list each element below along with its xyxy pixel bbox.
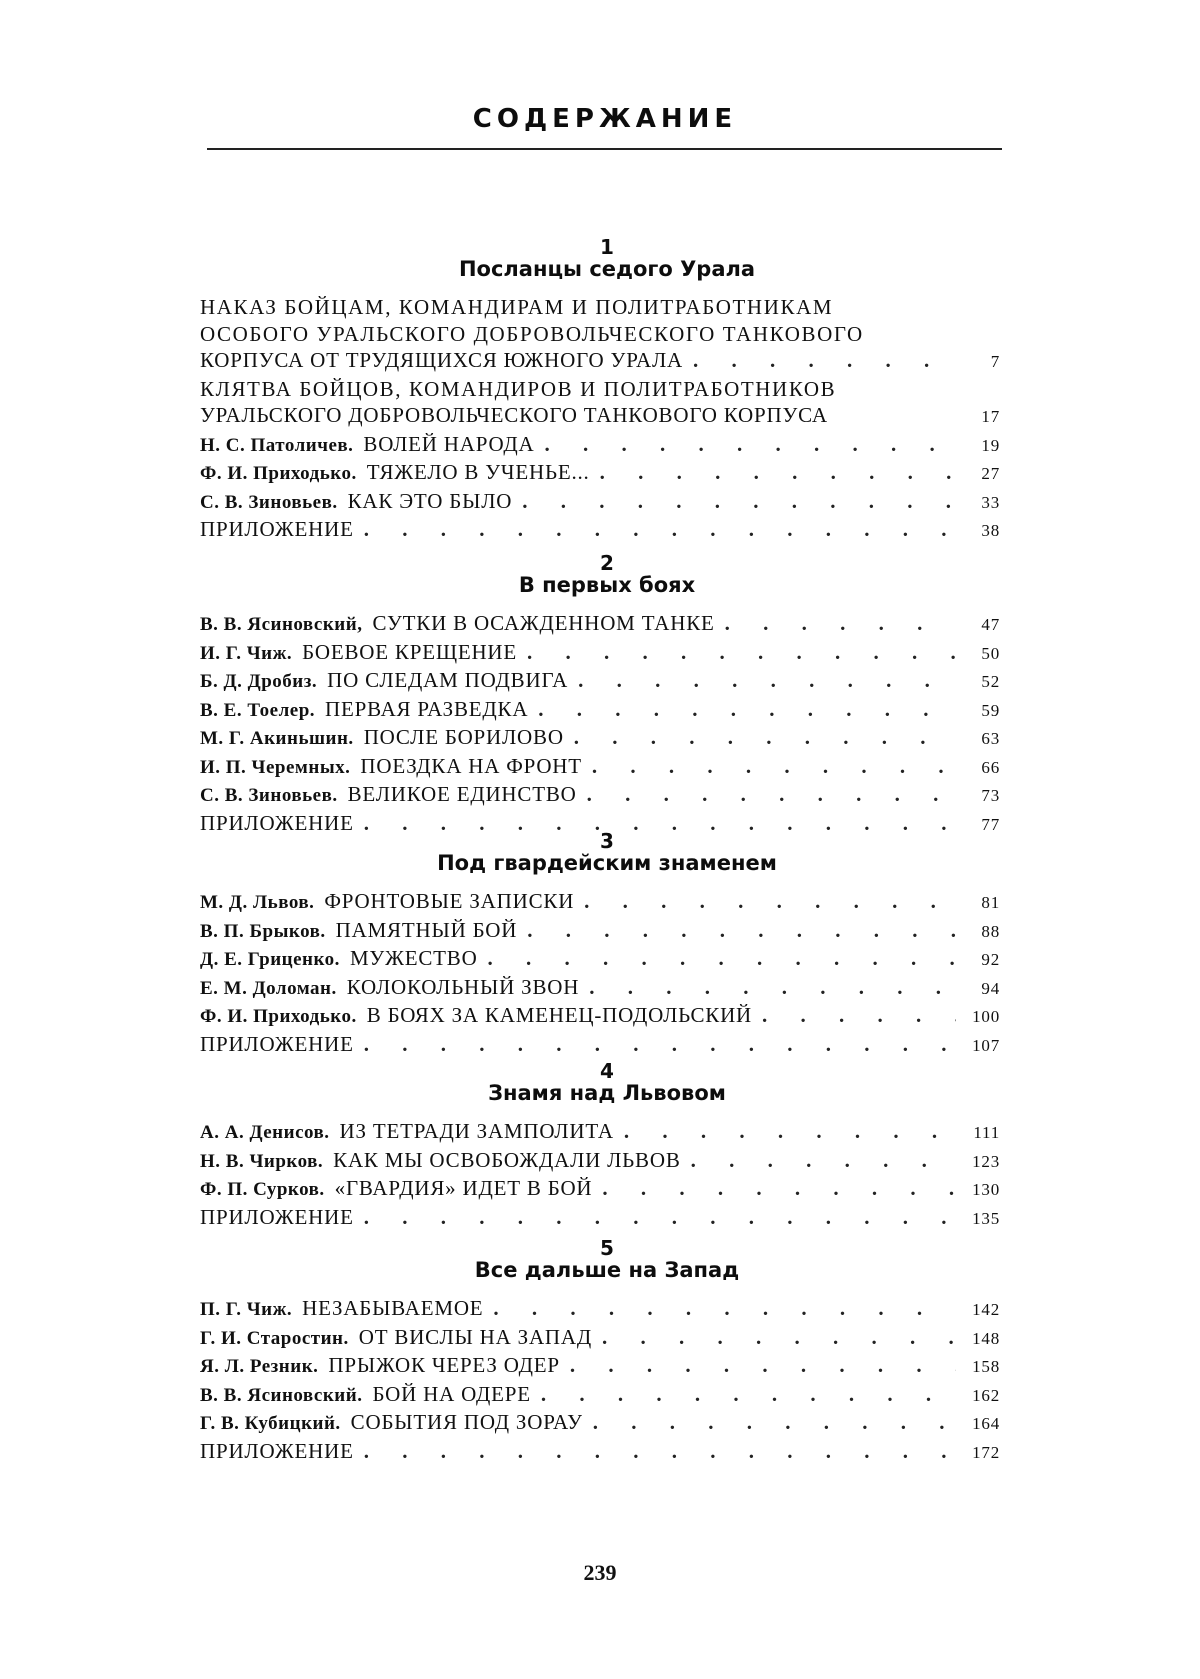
leader-dots <box>527 639 956 666</box>
entry-page-number: 164 <box>972 1414 1000 1433</box>
entry-page-number: 107 <box>972 1035 1000 1055</box>
leader-dots <box>364 516 956 543</box>
entry-author: Ф. И. Приходько. <box>200 1006 357 1027</box>
entry-author: С. В. Зиновьев. <box>200 491 338 513</box>
entry-list <box>200 610 1000 838</box>
entry-author: А. А. Денисов. <box>200 1122 330 1143</box>
toc-entry[interactable] <box>200 1409 1000 1438</box>
entry-author: Г. В. Кубицкий. <box>200 1413 341 1434</box>
toc-entry[interactable] <box>200 696 1000 725</box>
toc-entry[interactable] <box>200 402 1000 431</box>
section-1 <box>200 236 1000 545</box>
entry-page-number: 88 <box>981 921 1000 941</box>
leader-dots <box>600 459 956 486</box>
toc-entry[interactable] <box>200 1147 1000 1176</box>
leader-dots <box>578 667 956 694</box>
entry-page-number: 7 <box>990 352 1000 371</box>
toc-entry[interactable] <box>200 488 1000 517</box>
section-number: 5 <box>600 1236 614 1260</box>
entry-author: Ф. И. Приходько. <box>200 463 357 484</box>
entry-title: ПРИЛОЖЕНИЕ <box>200 1204 354 1229</box>
entry-list <box>200 1295 1000 1466</box>
entry-page-number: 19 <box>981 435 1000 455</box>
entry-title: ВОЛЕЙ НАРОДА <box>363 431 535 456</box>
entry-page-number: 59 <box>981 700 1000 720</box>
entry-author: Б. Д. Дробиз. <box>200 671 318 692</box>
entry-title: ВЕЛИКОЕ ЕДИНСТВО <box>347 782 577 806</box>
toc-entry[interactable] <box>200 781 1000 810</box>
leader-dots <box>693 347 956 374</box>
toc-entry[interactable] <box>200 1031 1000 1060</box>
leader-dots <box>584 888 956 915</box>
entry-author: С. В. Зиновьев. <box>200 785 338 806</box>
entry-title: КАК ЭТО БЫЛО <box>347 488 513 513</box>
toc-entry[interactable] <box>200 639 1000 668</box>
toc-entry[interactable] <box>200 1438 1000 1467</box>
entry-page-number: 162 <box>972 1385 1000 1405</box>
entry-author: И. Г. Чиж. <box>200 642 293 664</box>
leader-dots <box>602 1324 956 1351</box>
entry-page-number: 33 <box>981 492 1000 512</box>
entry-title: В БОЯХ ЗА КАМЕНЕЦ-ПОДОЛЬСКИЙ <box>366 1003 752 1027</box>
leader-dots <box>570 1352 956 1379</box>
entry-title: ПРИЛОЖЕНИЕ <box>200 1438 354 1463</box>
entry-title: ПОЕЗДКА НА ФРОНТ <box>360 753 582 778</box>
leader-dots <box>574 724 956 751</box>
leader-dots <box>589 974 956 1001</box>
entry-author: М. Г. Акиньшин. <box>200 728 354 749</box>
section-3 <box>200 830 1000 1059</box>
entry-author: И. П. Черемных. <box>200 756 351 778</box>
toc-entry[interactable] <box>200 1002 1000 1031</box>
entry-page-number: 66 <box>981 757 1000 777</box>
section-title: Посланцы седого Урала <box>458 257 756 281</box>
toc-entry[interactable] <box>200 888 1000 917</box>
section-heading <box>200 830 1000 874</box>
toc-entry[interactable] <box>200 1352 1000 1381</box>
entry-page-number: 94 <box>981 978 1000 998</box>
leader-dots <box>538 696 956 723</box>
section-title: Знамя над Львовом <box>488 1081 726 1105</box>
section-heading <box>200 236 1000 280</box>
toc-entry[interactable] <box>200 917 1000 946</box>
entry-title: УРАЛЬСКОГО ДОБРОВОЛЬЧЕСКОГО ТАНКОВОГО КОРПУСА <box>200 403 828 427</box>
entry-page-number: 148 <box>972 1328 1000 1348</box>
toc-entry[interactable] <box>200 1324 1000 1353</box>
entry-title: ИЗ ТЕТРАДИ ЗАМПОЛИТА <box>339 1119 614 1143</box>
leader-dots <box>488 945 956 972</box>
entry-page-number: 77 <box>981 814 1000 834</box>
section-4 <box>200 1060 1000 1232</box>
toc-entry[interactable] <box>200 1295 1000 1324</box>
toc-entry[interactable] <box>200 1381 1000 1410</box>
entry-title: КЛЯТВА БОЙЦОВ, КОМАНДИРОВ И ПОЛИТРАБОТНИКОВ <box>200 376 837 401</box>
leader-dots <box>602 1175 956 1202</box>
toc-entry[interactable] <box>200 347 1000 376</box>
page-number: 239 <box>583 1560 617 1585</box>
toc-entry[interactable] <box>200 459 1000 488</box>
entry-title: НАКАЗ БОЙЦАМ, КОМАНДИРАМ И ПОЛИТРАБОТНИКАМ <box>200 295 834 319</box>
entry-title: ПРЫЖОК ЧЕРЕЗ ОДЕР <box>328 1353 560 1377</box>
leader-dots <box>522 488 956 515</box>
toc-entry[interactable] <box>200 516 1000 545</box>
toc-entry[interactable] <box>200 753 1000 782</box>
entry-author: Н. В. Чирков. <box>200 1150 324 1172</box>
entry-page-number: 50 <box>981 643 1000 663</box>
entry-title: КОЛОКОЛЬНЫЙ ЗВОН <box>346 974 580 999</box>
leader-dots <box>587 781 956 808</box>
leader-dots <box>364 1438 956 1465</box>
leader-dots <box>541 1381 956 1408</box>
entry-author: П. Г. Чиж. <box>200 1299 293 1320</box>
entry-title: ОСОБОГО УРАЛЬСКОГО ДОБРОВОЛЬЧЕСКОГО ТАНКОВОГО <box>200 321 864 346</box>
entry-title: ФРОНТОВЫЕ ЗАПИСКИ <box>324 889 575 913</box>
heading-rule <box>207 148 1002 150</box>
entry-page-number: 123 <box>972 1151 1000 1171</box>
leader-dots <box>725 610 956 637</box>
leader-dots <box>527 917 956 944</box>
leader-dots <box>762 1002 956 1029</box>
entry-title: ПРИЛОЖЕНИЕ <box>200 1031 354 1056</box>
section-heading <box>200 1060 1000 1104</box>
entry-author: Г. И. Старостин. <box>200 1327 349 1349</box>
entry-title: «ГВАРДИЯ» ИДЕТ В БОЙ <box>334 1176 593 1200</box>
entry-author: Ф. П. Сурков. <box>200 1179 325 1200</box>
leader-dots <box>544 431 956 458</box>
leader-dots <box>592 753 956 780</box>
toc-entry[interactable] <box>200 945 1000 974</box>
section-2 <box>200 552 1000 838</box>
entry-author: Е. М. Доломан. <box>200 977 337 999</box>
entry-page-number: 172 <box>972 1442 1000 1462</box>
toc-entry[interactable] <box>200 376 1000 403</box>
entry-page-number: 130 <box>972 1180 1000 1199</box>
entry-page-number: 135 <box>972 1208 1000 1228</box>
entry-list <box>200 1118 1000 1232</box>
entry-title: НЕЗАБЫВАЕМОЕ <box>302 1296 484 1320</box>
section-number: 4 <box>600 1059 614 1083</box>
entry-page-number: 17 <box>981 407 1000 426</box>
toc-entry[interactable] <box>200 294 1000 321</box>
entry-list <box>200 294 1000 545</box>
entry-author: В. П. Брыков. <box>200 920 326 942</box>
toc-entry[interactable] <box>200 1118 1000 1147</box>
section-number: 3 <box>600 829 614 853</box>
entry-title: ПЕРВАЯ РАЗВЕДКА <box>325 696 529 721</box>
entry-title: ПОСЛЕ БОРИЛОВО <box>363 725 564 749</box>
entry-title: МУЖЕСТВО <box>349 946 478 970</box>
leader-dots <box>364 1204 956 1231</box>
contents-heading: СОДЕРЖАНИЕ <box>472 104 738 134</box>
entry-author: Я. Л. Резник. <box>200 1356 319 1377</box>
entry-title: ПРИЛОЖЕНИЕ <box>200 517 354 541</box>
toc-entry[interactable] <box>200 1175 1000 1204</box>
section-heading <box>200 1237 1000 1281</box>
leader-dots <box>691 1147 956 1174</box>
leader-dots <box>624 1118 956 1145</box>
entry-title: ПО СЛЕДАМ ПОДВИГА <box>327 668 569 692</box>
entry-title: ТЯЖЕЛО В УЧЕНЬЕ... <box>366 460 590 484</box>
toc-entry[interactable] <box>200 667 1000 696</box>
entry-title: КАК МЫ ОСВОБОЖДАЛИ ЛЬВОВ <box>333 1147 681 1172</box>
toc-entry[interactable] <box>200 321 1000 348</box>
leader-dots <box>493 1295 956 1322</box>
entry-author: Н. С. Патоличев. <box>200 434 354 456</box>
entry-page-number: 47 <box>981 615 1000 634</box>
entry-page-number: 27 <box>981 464 1000 483</box>
section-5 <box>200 1237 1000 1466</box>
leader-dots <box>364 1031 956 1058</box>
leader-dots <box>593 1409 956 1436</box>
entry-title: КОРПУСА ОТ ТРУДЯЩИХСЯ ЮЖНОГО УРАЛА <box>200 348 683 372</box>
toc-entry[interactable] <box>200 431 1000 460</box>
entry-list <box>200 888 1000 1059</box>
entry-title: БОЙ НА ОДЕРЕ <box>372 1381 531 1406</box>
entry-page-number: 158 <box>972 1357 1000 1376</box>
entry-page-number: 111 <box>973 1123 1000 1142</box>
toc-entry[interactable] <box>200 610 1000 639</box>
entry-author: В. В. Ясиновский. <box>200 1384 363 1406</box>
section-number: 1 <box>600 235 614 259</box>
entry-page-number: 100 <box>972 1007 1000 1026</box>
entry-page-number: 73 <box>981 786 1000 805</box>
entry-title: ОТ ВИСЛЫ НА ЗАПАД <box>358 1324 592 1349</box>
entry-title: СУТКИ В ОСАЖДЕННОМ ТАНКЕ <box>372 611 715 635</box>
entry-title: БОЕВОЕ КРЕЩЕНИЕ <box>302 639 517 664</box>
entry-author: М. Д. Львов. <box>200 892 315 913</box>
toc-entry[interactable] <box>200 724 1000 753</box>
section-title: Все дальше на Запад <box>474 1258 740 1282</box>
entry-page-number: 52 <box>981 672 1000 691</box>
entry-page-number: 92 <box>981 950 1000 969</box>
entry-author: Д. Е. Гриценко. <box>200 949 340 970</box>
toc-entry[interactable] <box>200 974 1000 1003</box>
section-heading <box>200 552 1000 596</box>
entry-page-number: 142 <box>972 1300 1000 1319</box>
entry-title: ПРИЛОЖЕНИЕ <box>200 810 354 835</box>
section-title: В первых боях <box>518 573 696 597</box>
entry-title: СОБЫТИЯ ПОД ЗОРАУ <box>350 1410 583 1434</box>
section-number: 2 <box>600 551 614 575</box>
toc-entry[interactable] <box>200 1204 1000 1233</box>
entry-author: В. В. Ясиновский, <box>200 614 363 635</box>
section-title: Под гвардейским знаменем <box>437 851 777 875</box>
entry-page-number: 81 <box>981 893 1000 912</box>
entry-page-number: 63 <box>981 729 1000 748</box>
entry-title: ПАМЯТНЫЙ БОЙ <box>335 917 518 942</box>
entry-page-number: 38 <box>981 521 1000 540</box>
entry-author: В. Е. Тоелер. <box>200 699 316 721</box>
